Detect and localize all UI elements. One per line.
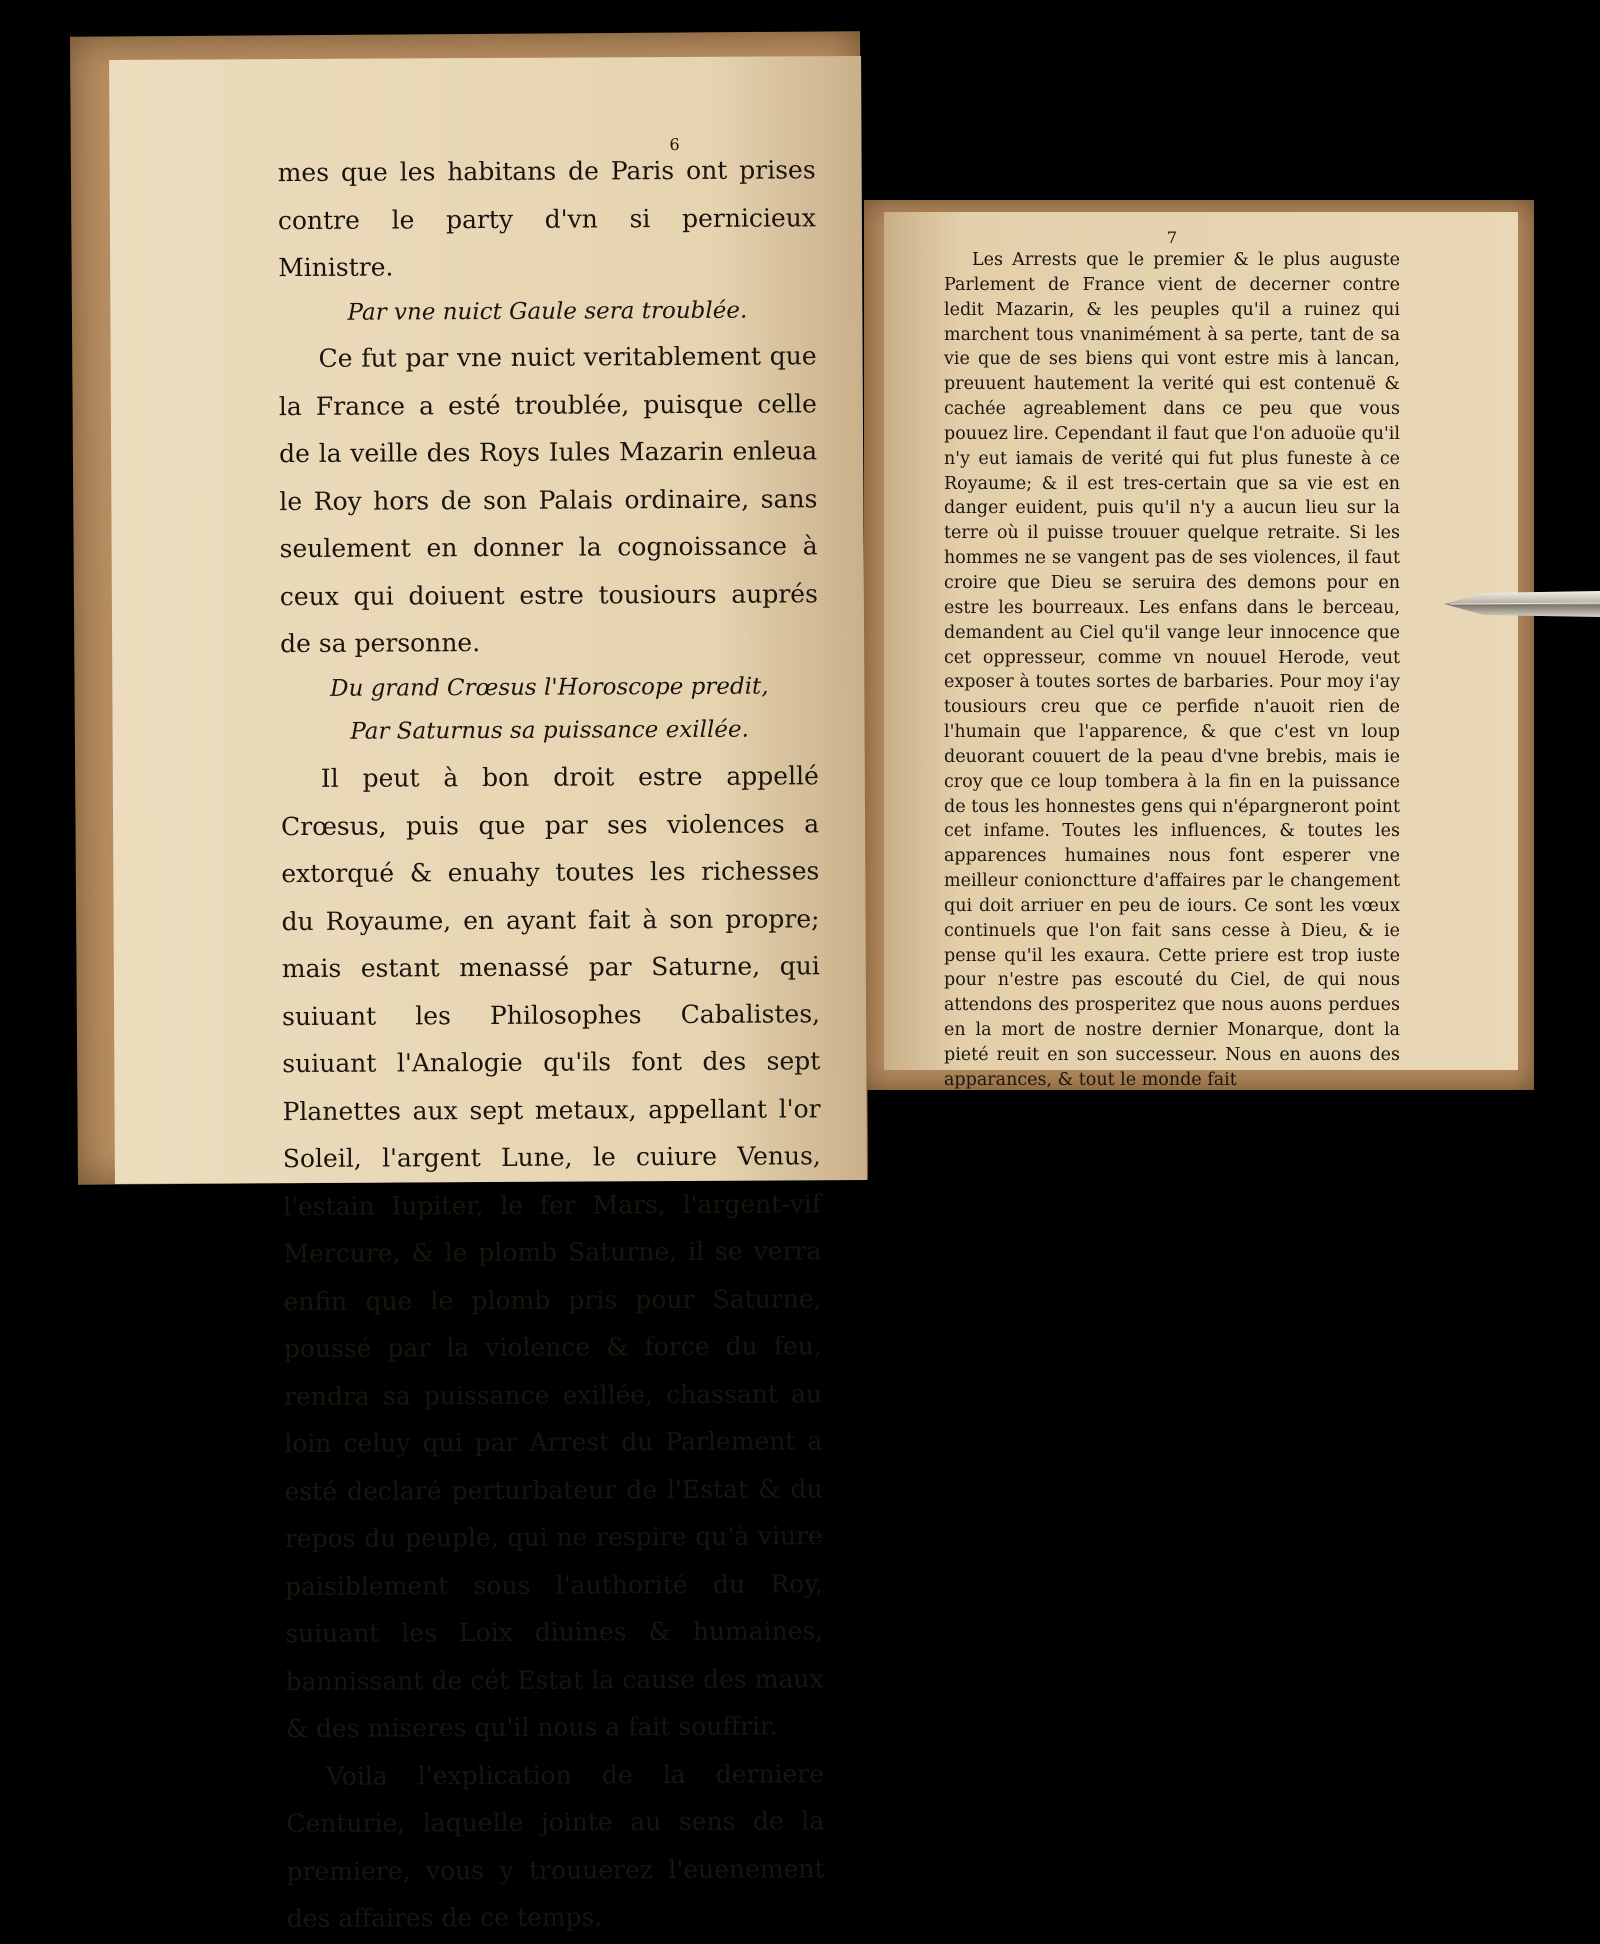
left-verse-1: Par vne nuict Gaule sera troublée. <box>347 297 748 326</box>
left-page-number: 6 <box>669 134 680 155</box>
right-paragraph: Les Arrests que le premier & le plus auguste Parlement de France vient de decerner contre ledit Mazarin, & les peuples qu'il a ruinez qui marchent tous vnanimément à sa perte, tant de sa vie que de ses biens qui vont estre mis à lancan, preuuent hautement la verité qui est contenuë & cachée agreablement dans ce peu que vous pouuez lire. Cependant il faut que l'on aduoüe qu'il n'y eut iamais de verité qui fut plus funeste à ce Royaume; & il est tres-certain que sa vie est en danger euident, puis qu'il n'y a aucun lieu sur la terre où il puisse trouuer quelque retraite. Si les hommes ne se vangent pas de ses violences, il faut croire que Dieu se seruira des demons pour en estre les bourreaux. Les enfans dans le berceau, demandent au Ciel qu'il vange leur innocence que cet oppresseur, comme vn nouuel Herode, veut exposer à toutes sortes de barbaries. Pour moy i'ay tousiours creu que ce perfide n'auoit rien de l'humain que l'apparence, & que c'est vn loup deuorant couuert de la peau d'vne brebis, mais ie croy que ce loup tombera à la fin en la puissance de tous les honnestes gens qui n'épargneront point cet infame. Toutes les influences, & toutes les apparences humaines nous font esperer vne meilleur conionctture d'affaires par le changement qui doit arriuer en peu de iours. Ce sont les vœux continuels que l'on fait sans cesse à Dieu, & ie pense qu'il les exaura. Cette priere est trop iuste pour n'estre pas escouté du Ciel, de qui nous attendons des prosperitez que nous auons perdues en la mort de nostre dernier Monarque, dont la pieté reuit en son successeur. Nous en auons des apparances, & tout le monde fait <box>944 250 1400 1090</box>
left-lead-text: mes que les habitans de Paris ont prises contre le party d'vn si pernicieux Ministre. <box>277 155 816 283</box>
left-paragraph-2: Il peut à bon droit estre appellé Crœsus, puis que par ses violences a extorqué & enuahy toutes les richesses du Royaume, en ayant fait à son propre; mais estant menassé par Saturne, qui suiuant les Philosophes Cabalistes, suiuant l'Analogie qu'ils font des sept Planettes aux sept metaux, appellant l'or Soleil, l'argent Lune, le cuiure Venus, l'estain Iupiter, le fer Mars, l'argent-vif Mercure, & le plomb Saturne, il se verra enfin que le plomb pris pour Saturne, poussé par la violence & force du feu, rendra sa puissance exillée, chassant au loin celuy qui par Arrest du Parlement a esté declaré perturbateur de l'Estat & du repos du peuple, qui ne respire qu'à viure paisiblement sous l'authorité du Roy, suiuant les Loix diuines & humaines, bannissant de cét Estat la cause des maux & des miseres qu'il nous a fait souffrir. <box>281 761 824 1744</box>
left-verse-2 <box>280 665 818 755</box>
left-verse-2-line-2: Par Saturnus sa puissance exillée. <box>350 717 749 746</box>
left-verse-2-line-1: Du grand Crœsus l'Horoscope predit, <box>330 673 769 702</box>
left-page <box>109 56 867 1934</box>
left-paragraph-1: Ce fut par vne nuict veritablement que la France a esté troublée, puisque celle de la veille des Roys Iules Mazarin enleua le Roy hors de son Palais ordinaire, sans seulement en donner la cognoissance à ceux qui doiuent estre tousiours auprés de sa personne. <box>278 341 818 659</box>
left-paragraph-3: Voila l'explication de la derniere Centurie, laquelle jointe au sens de la premiere, vous y trouuerez l'euenement des affaires de ce temps. <box>286 1758 825 1934</box>
right-page <box>884 212 1518 1090</box>
knife-pointer-icon <box>1444 587 1600 621</box>
right-page-number: 7 <box>1166 228 1178 247</box>
